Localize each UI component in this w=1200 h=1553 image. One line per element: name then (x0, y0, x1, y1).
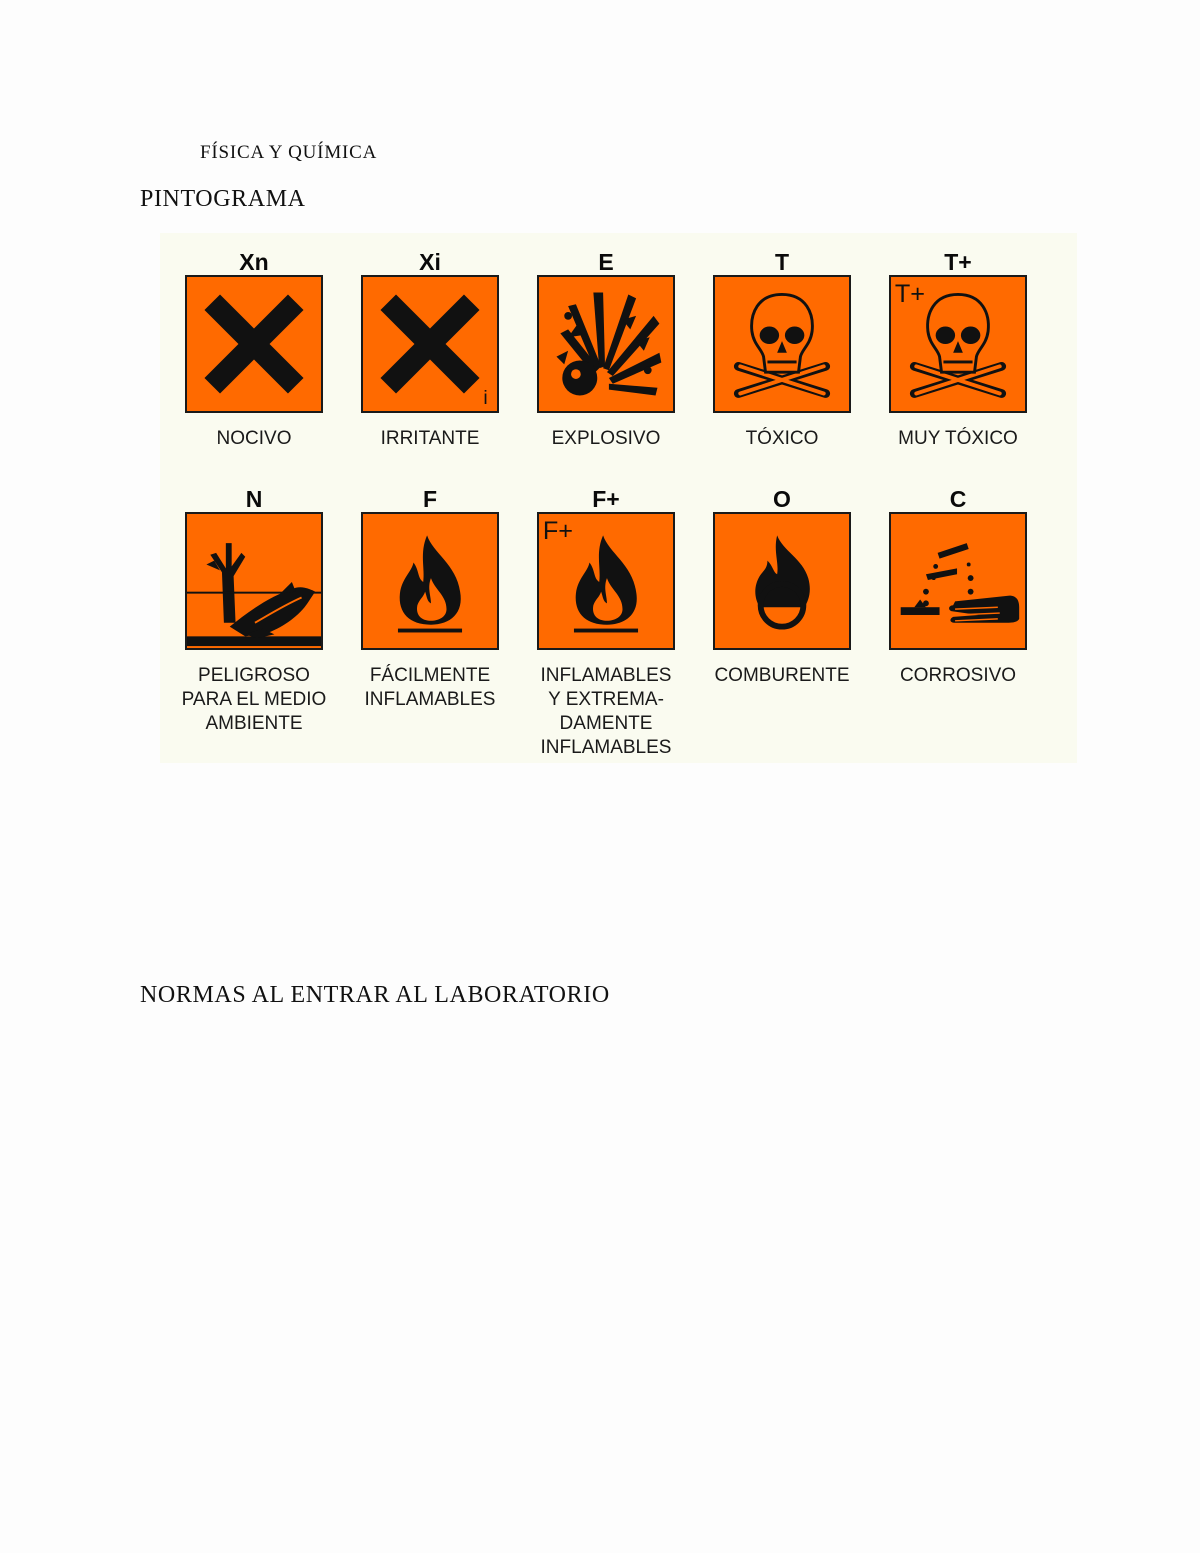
pictogram-code: C (949, 486, 967, 512)
pictogram-facilmente-inflamables (342, 486, 518, 712)
pictogram-code: F+ (592, 486, 620, 512)
pictogram-label: PELIGROSO PARA EL MEDIO AMBIENTE (181, 665, 327, 734)
pictogram-label: NOCIVO (216, 428, 292, 449)
pictograms-section-title: PINTOGRAMA (140, 186, 306, 212)
x-cross-icon (185, 275, 323, 413)
pictogram-irritante (342, 249, 518, 451)
flame-icon (537, 512, 675, 650)
pictogram-extremadamente-inflamables (518, 486, 694, 760)
pictogram-label: EXPLOSIVO (551, 428, 661, 449)
skull-crossbones-icon (889, 275, 1027, 413)
pictogram-label: MUY TÓXICO (898, 428, 1018, 449)
flame-icon (361, 512, 499, 650)
pictogram-code: F (422, 486, 438, 512)
pictogram-label: FÁCILMENTE INFLAMABLES (364, 665, 496, 710)
sign-corner-mark: T+ (894, 280, 926, 309)
dead-tree-fish-icon (185, 512, 323, 650)
explosion-icon (537, 275, 675, 413)
pictogram-code: Xn (239, 249, 269, 275)
corrosion-icon (889, 512, 1027, 650)
pictogram-code: T+ (944, 249, 972, 275)
pictogram-peligroso-medio-ambiente (166, 486, 342, 736)
pictogram-toxico (694, 249, 870, 451)
pictogram-label: CORROSIVO (899, 665, 1017, 686)
pictogram-code: Xi (419, 249, 441, 275)
pictogram-code: N (245, 486, 263, 512)
pictogram-explosivo (518, 249, 694, 451)
lab-rules-section-title: NORMAS AL ENTRAR AL LABORATORIO (140, 982, 610, 1008)
pictogram-code: E (598, 249, 614, 275)
document-header: FÍSICA Y QUÍMICA (200, 142, 378, 163)
pictogram-label: IRRITANTE (380, 428, 480, 449)
sign-corner-mark: i (483, 387, 488, 410)
pictogram-corrosivo (870, 486, 1046, 688)
sign-corner-mark: F+ (542, 517, 574, 546)
pictogram-nocivo (166, 249, 342, 451)
flame-over-circle-icon (713, 512, 851, 650)
pictogram-muy-toxico (870, 249, 1046, 451)
x-cross-i-icon (361, 275, 499, 413)
pictogram-code: O (773, 486, 791, 512)
pictogram-comburente (694, 486, 870, 688)
pictogram-label: INFLAMABLES Y EXTREMA- DAMENTE INFLAMABLES (540, 665, 672, 758)
pictogram-label: COMBURENTE (714, 665, 850, 686)
hazard-pictogram-panel (160, 233, 1077, 763)
skull-crossbones-icon (713, 275, 851, 413)
pictogram-label: TÓXICO (745, 428, 819, 449)
pictogram-code: T (774, 249, 790, 275)
